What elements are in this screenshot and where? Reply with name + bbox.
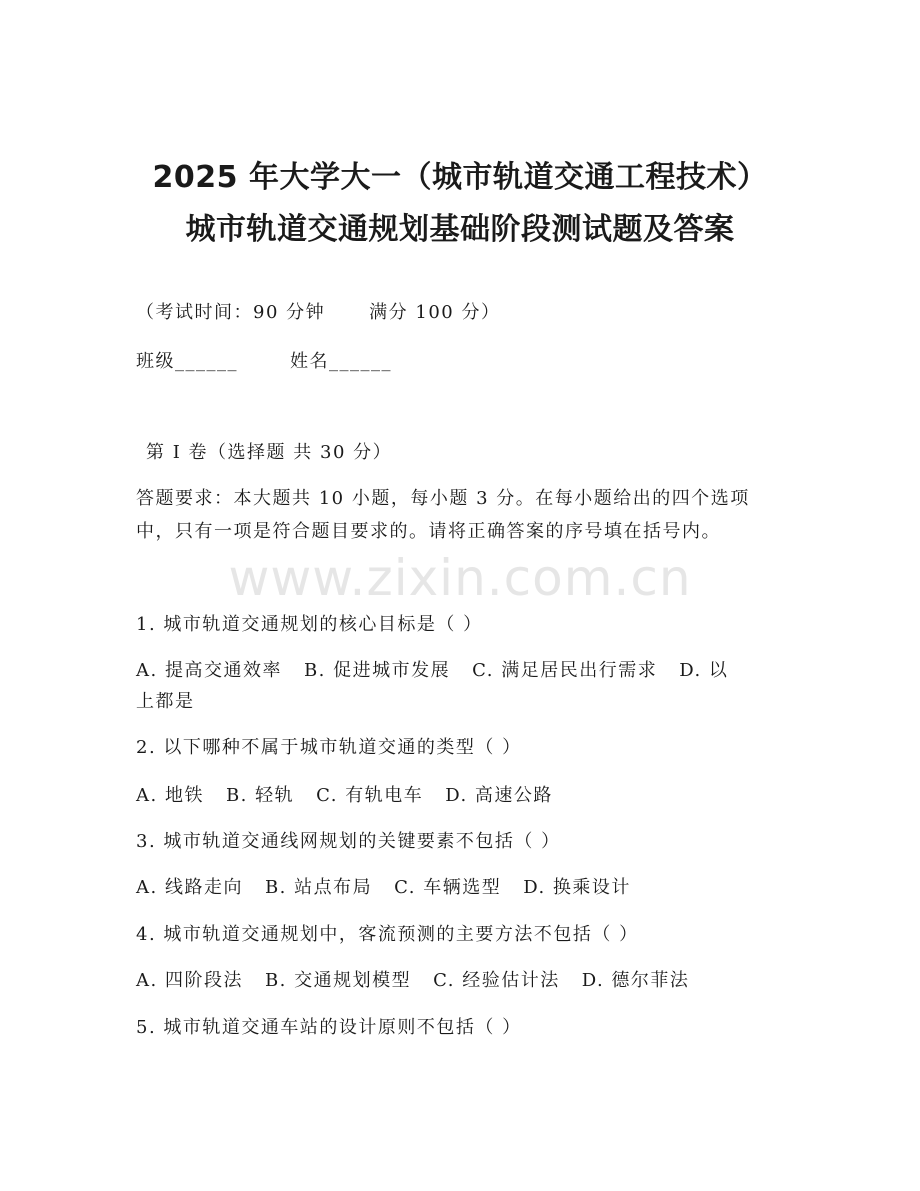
- exam-info: [136, 300, 500, 326]
- option-a: A. 提高交通效率: [136, 660, 282, 681]
- question-1-options: [136, 658, 728, 684]
- option-d: D. 换乘设计: [523, 877, 631, 898]
- option-c: C. 满足居民出行需求: [472, 660, 658, 681]
- question-3-options: [136, 875, 631, 901]
- option-c: C. 经验估计法: [433, 970, 560, 991]
- question-1-option-continuation: 上都是: [136, 691, 195, 712]
- section-heading: 第 I 卷（选择题 共 30 分）: [146, 442, 393, 463]
- instruction-line-2: 中，只有一项是符合题目要求的。请将正确答案的序号填在括号内。: [136, 521, 721, 542]
- instruction-line-1: 答题要求：本大题共 10 小题，每小题 3 分。在每小题给出的四个选项: [136, 488, 750, 509]
- question-5-stem: 5. 城市轨道交通车站的设计原则不包括（ ）: [136, 1017, 522, 1038]
- option-a: A. 线路走向: [136, 877, 243, 898]
- option-b: B. 交通规划模型: [264, 970, 412, 991]
- title-line-1: 2025 年大学大一（城市轨道交通工程技术）: [152, 160, 768, 195]
- option-d: D. 以: [679, 660, 729, 681]
- option-c: C. 有轨电车: [316, 785, 424, 806]
- option-a: A. 四阶段法: [136, 970, 243, 991]
- option-b: B. 站点布局: [264, 877, 373, 898]
- option-b: B. 促进城市发展: [303, 660, 451, 681]
- watermark: www.zixin.com.cn: [228, 549, 692, 607]
- question-2-options: [136, 783, 553, 809]
- question-3-stem: 3. 城市轨道交通线网规划的关键要素不包括（ ）: [136, 831, 561, 852]
- option-c: C. 车辆选型: [394, 877, 502, 898]
- question-4-options: [136, 968, 689, 994]
- option-d: D. 德尔菲法: [581, 970, 690, 991]
- class-field: 班级______: [136, 351, 238, 372]
- title-line-2: 城市轨道交通规划基础阶段测试题及答案: [185, 212, 735, 247]
- option-b: B. 轻轨: [225, 785, 295, 806]
- question-2-stem: 2. 以下哪种不属于城市轨道交通的类型（ ）: [136, 737, 522, 758]
- question-1-stem: 1. 城市轨道交通规划的核心目标是（ ）: [136, 614, 483, 635]
- question-4-stem: 4. 城市轨道交通规划中，客流预测的主要方法不包括（ ）: [136, 924, 639, 945]
- exam-time: （考试时间：90 分钟: [136, 302, 326, 323]
- option-a: A. 地铁: [136, 785, 204, 806]
- student-info: [136, 349, 392, 375]
- name-field: 姓名______: [290, 351, 392, 372]
- option-d: D. 高速公路: [445, 785, 553, 806]
- exam-full-score: 满分 100 分）: [369, 302, 501, 323]
